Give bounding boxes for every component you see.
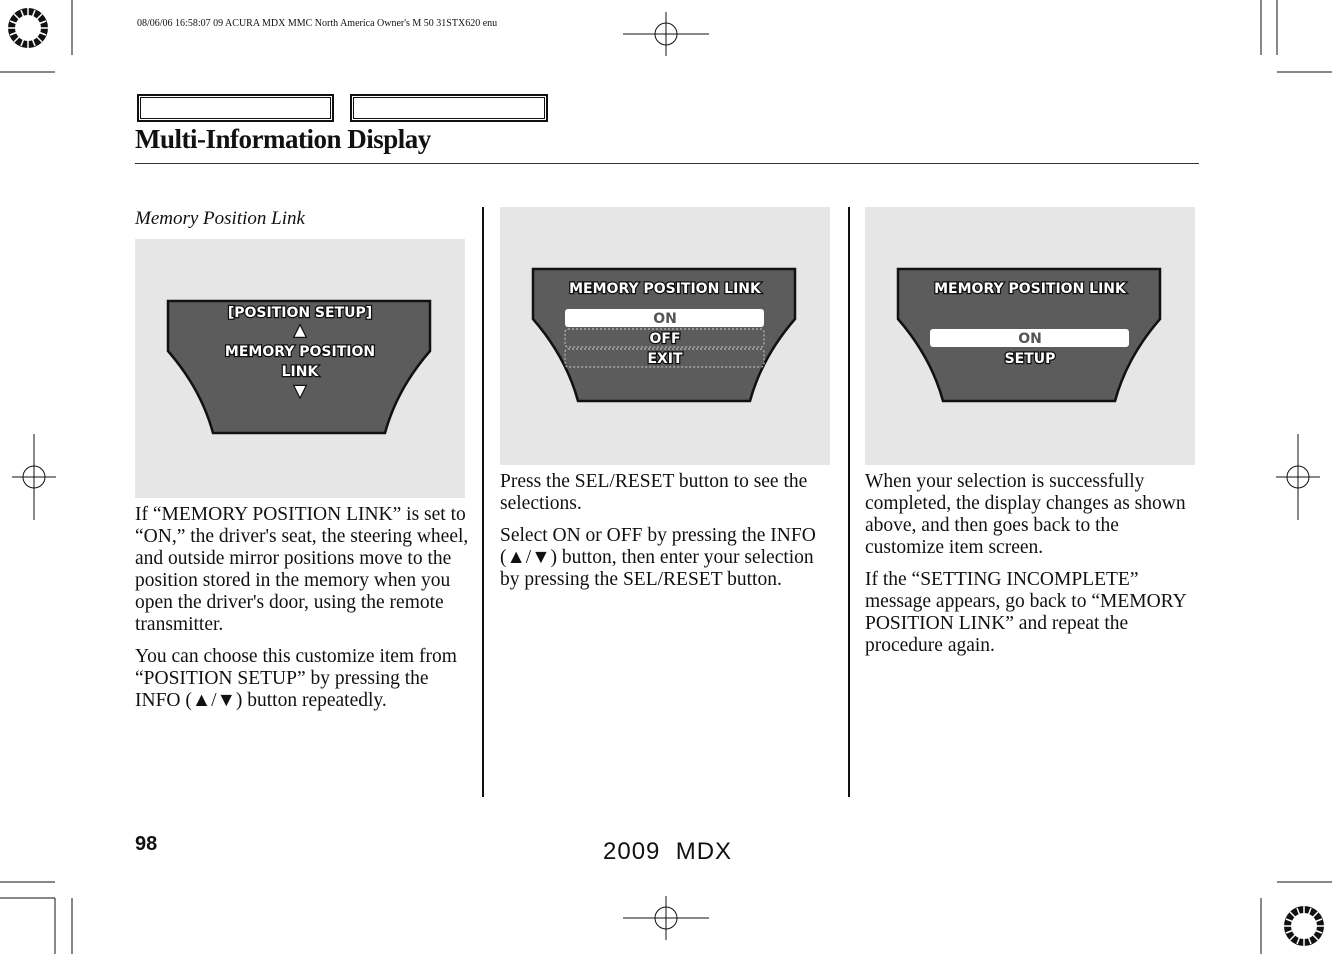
display-screen-illustration: [865, 207, 1195, 465]
col1-text: [135, 504, 470, 722]
down-arrow-icon: ▼: [294, 383, 306, 399]
display-figure-position-setup: [135, 239, 465, 498]
screen-line-link: LINK: [281, 364, 319, 380]
display-screen-illustration: [135, 239, 465, 498]
col3-paragraph-1: When your selection is successfully completed, the display changes as shown above, and then goes back to the customize item screen.: [865, 471, 1186, 558]
footer-model-label: 2009 MDX: [603, 838, 733, 865]
col2-paragraph-2: Select ON or OFF by pressing the INFO (▲/▼) button, then enter your selection by pressing the SEL/RESET button.: [500, 525, 816, 590]
screen-option-setup: SETUP: [1004, 351, 1056, 367]
header-tab-box-2: [350, 94, 548, 122]
col3-text: [865, 471, 1200, 667]
col3-paragraph-2: If the “SETTING INCOMPLETE” message appears, go back to “MEMORY POSITION LINK” and repeat the procedure again.: [865, 569, 1186, 656]
print-metadata: 08/06/06 16:58:07 09 ACURA MDX MMC North America Owner's M 50 31STX620 enu: [137, 18, 498, 29]
page-title: Multi-Information Display: [135, 124, 431, 154]
screen-option-on: ON: [1018, 331, 1042, 347]
column-divider-1: [482, 207, 484, 797]
page-number: 98: [135, 833, 158, 855]
screen-line-position-setup: [POSITION SETUP]: [227, 305, 373, 321]
up-arrow-icon: ▲: [294, 323, 306, 339]
screen-header: MEMORY POSITION LINK: [934, 281, 1126, 297]
col1-paragraph-2: You can choose this customize item from “POSITION SETUP” by pressing the INFO (▲/▼) button repeatedly.: [135, 646, 457, 711]
display-figure-selection: [500, 207, 830, 465]
display-screen-illustration: [500, 207, 830, 465]
screen-option-off: OFF: [649, 331, 681, 347]
col2-text: [500, 471, 835, 601]
figure-caption: Memory Position Link: [135, 208, 305, 229]
screen-option-exit: EXIT: [647, 351, 683, 367]
screen-line-memory-position: MEMORY POSITION: [224, 344, 376, 360]
screen-header: MEMORY POSITION LINK: [569, 281, 761, 297]
col2-paragraph-1: Press the SEL/RESET button to see the selections.: [500, 471, 808, 514]
column-divider-2: [848, 207, 850, 797]
title-divider: [135, 163, 1199, 164]
display-figure-completed: [865, 207, 1195, 465]
col1-paragraph-1: If “MEMORY POSITION LINK” is set to “ON,” the driver's seat, the steering wheel, and outside mirror positions move to the position stored in the memory when you open the driver's door, using the remote transmitter.: [135, 504, 469, 635]
screen-option-on: ON: [653, 311, 677, 327]
header-tab-box-1: [137, 94, 334, 122]
